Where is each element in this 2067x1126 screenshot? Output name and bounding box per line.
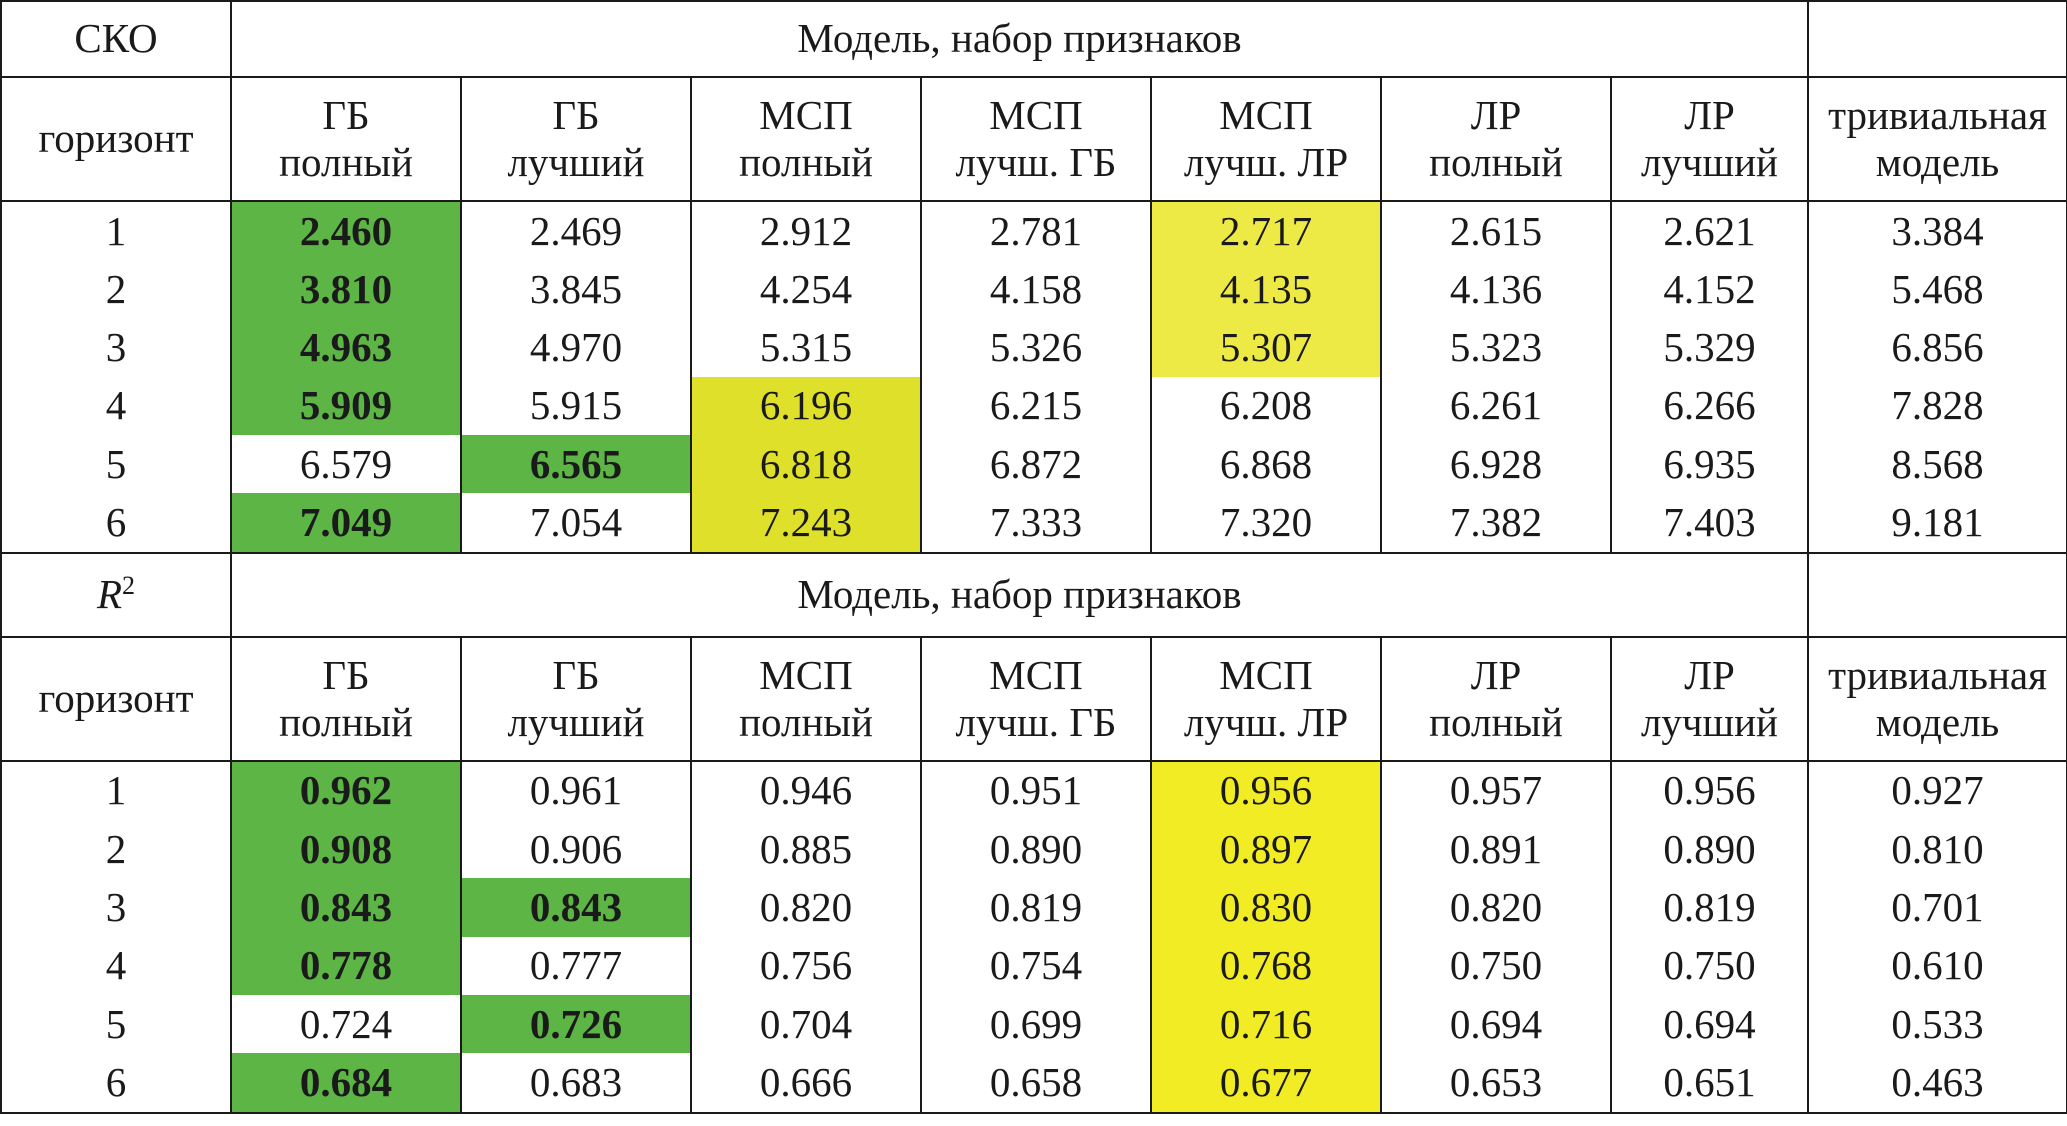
column-header: ЛР лучший [1611,77,1808,201]
rmse-metric-label: СКО [1,1,231,77]
value-cell: 6.565 [461,435,691,493]
value-cell: 0.946 [691,761,921,820]
value-cell: 0.716 [1151,995,1381,1053]
value-cell: 6.579 [231,435,461,493]
value-cell: 4.152 [1611,260,1808,318]
column-header: ГБ лучший [461,77,691,201]
value-cell: 0.704 [691,995,921,1053]
value-cell: 4.135 [1151,260,1381,318]
table-row [1,377,2067,435]
column-header: МСП полный [691,637,921,761]
rmse-metric-row [1,1,2067,77]
value-cell: 0.843 [231,878,461,936]
value-cell: 0.908 [231,820,461,878]
value-cell: 6.215 [921,377,1151,435]
column-header: МСП лучш. ГБ [921,637,1151,761]
value-cell: 0.820 [691,878,921,936]
column-header: ГБ полный [231,77,461,201]
horizon-cell: 1 [1,201,231,260]
column-header: тривиальная модель [1808,77,2067,201]
horizon-cell: 3 [1,319,231,377]
value-cell: 2.469 [461,201,691,260]
horizon-cell: 1 [1,761,231,820]
value-cell: 6.928 [1381,435,1611,493]
value-cell: 7.403 [1611,493,1808,552]
value-cell: 0.756 [691,937,921,995]
value-cell: 3.384 [1808,201,2067,260]
table-row [1,1053,2067,1112]
value-cell: 0.533 [1808,995,2067,1053]
value-cell: 6.856 [1808,319,2067,377]
value-cell: 2.621 [1611,201,1808,260]
value-cell: 0.651 [1611,1053,1808,1112]
value-cell: 0.890 [921,820,1151,878]
value-cell: 6.872 [921,435,1151,493]
value-cell: 5.307 [1151,319,1381,377]
column-header: ЛР полный [1381,77,1611,201]
value-cell: 6.935 [1611,435,1808,493]
r2-group-header: Модель, набор признаков [231,553,1808,637]
column-header: МСП полный [691,77,921,201]
horizon-cell: 6 [1,493,231,552]
value-cell: 2.615 [1381,201,1611,260]
value-cell: 8.568 [1808,435,2067,493]
value-cell: 0.653 [1381,1053,1611,1112]
value-cell: 0.694 [1381,995,1611,1053]
value-cell: 0.726 [461,995,691,1053]
value-cell: 2.781 [921,201,1151,260]
r2-group-header-empty [1808,553,2067,637]
rmse-group-header-empty [1808,1,2067,77]
horizon-cell: 5 [1,995,231,1053]
value-cell: 0.830 [1151,878,1381,936]
r2-column-header-row [1,637,2067,761]
value-cell: 5.915 [461,377,691,435]
value-cell: 0.956 [1151,761,1381,820]
value-cell: 0.699 [921,995,1151,1053]
value-cell: 0.701 [1808,878,2067,936]
column-header: ЛР полный [1381,637,1611,761]
horizon-cell: 6 [1,1053,231,1112]
value-cell: 0.891 [1381,820,1611,878]
r2-metric-label: $R^2$ [1,553,231,637]
horizon-cell: 5 [1,435,231,493]
value-cell: 9.181 [1808,493,2067,552]
value-cell: 7.243 [691,493,921,552]
value-cell: 2.717 [1151,201,1381,260]
r2-horizon-label: горизонт [1,637,231,761]
value-cell: 7.828 [1808,377,2067,435]
horizon-cell: 4 [1,377,231,435]
value-cell: 0.897 [1151,820,1381,878]
value-cell: 5.326 [921,319,1151,377]
rmse-horizon-label: горизонт [1,77,231,201]
value-cell: 6.208 [1151,377,1381,435]
value-cell: 5.323 [1381,319,1611,377]
table-row [1,820,2067,878]
value-cell: 0.683 [461,1053,691,1112]
column-header: МСП лучш. ЛР [1151,77,1381,201]
value-cell: 5.909 [231,377,461,435]
table-row [1,435,2067,493]
horizon-cell: 2 [1,820,231,878]
value-cell: 2.460 [231,201,461,260]
value-cell: 0.777 [461,937,691,995]
value-cell: 7.320 [1151,493,1381,552]
value-cell: 4.963 [231,319,461,377]
value-cell: 3.845 [461,260,691,318]
value-cell: 7.049 [231,493,461,552]
value-cell: 0.961 [461,761,691,820]
horizon-cell: 2 [1,260,231,318]
value-cell: 0.463 [1808,1053,2067,1112]
value-cell: 0.819 [1611,878,1808,936]
value-cell: 0.819 [921,878,1151,936]
value-cell: 5.468 [1808,260,2067,318]
column-header: МСП лучш. ЛР [1151,637,1381,761]
table-row [1,201,2067,260]
table-row [1,995,2067,1053]
table-row [1,878,2067,936]
column-header: МСП лучш. ГБ [921,77,1151,201]
value-cell: 0.768 [1151,937,1381,995]
value-cell: 0.750 [1611,937,1808,995]
value-cell: 0.677 [1151,1053,1381,1112]
value-cell: 0.754 [921,937,1151,995]
rmse-column-header-row [1,77,2067,201]
value-cell: 0.843 [461,878,691,936]
value-cell: 7.054 [461,493,691,552]
value-cell: 0.724 [231,995,461,1053]
value-cell: 7.382 [1381,493,1611,552]
column-header: ГБ лучший [461,637,691,761]
value-cell: 4.136 [1381,260,1611,318]
value-cell: 0.658 [921,1053,1151,1112]
value-cell: 6.818 [691,435,921,493]
table-row [1,761,2067,820]
r2-metric-row [1,553,2067,637]
value-cell: 0.885 [691,820,921,878]
table-row [1,260,2067,318]
column-header: ГБ полный [231,637,461,761]
value-cell: 0.956 [1611,761,1808,820]
value-cell: 0.694 [1611,995,1808,1053]
value-cell: 0.957 [1381,761,1611,820]
value-cell: 0.610 [1808,937,2067,995]
value-cell: 6.261 [1381,377,1611,435]
value-cell: 0.750 [1381,937,1611,995]
value-cell: 6.868 [1151,435,1381,493]
column-header: тривиальная модель [1808,637,2067,761]
table-row [1,319,2067,377]
value-cell: 0.666 [691,1053,921,1112]
value-cell: 0.962 [231,761,461,820]
rmse-group-header: Модель, набор признаков [231,1,1808,77]
horizon-cell: 3 [1,878,231,936]
value-cell: 0.684 [231,1053,461,1112]
value-cell: 4.970 [461,319,691,377]
value-cell: 6.196 [691,377,921,435]
value-cell: 0.890 [1611,820,1808,878]
horizon-cell: 4 [1,937,231,995]
table-row [1,937,2067,995]
value-cell: 6.266 [1611,377,1808,435]
value-cell: 0.906 [461,820,691,878]
column-header: ЛР лучший [1611,637,1808,761]
table-row [1,493,2067,552]
value-cell: 0.927 [1808,761,2067,820]
value-cell: 5.329 [1611,319,1808,377]
value-cell: 0.778 [231,937,461,995]
value-cell: 4.254 [691,260,921,318]
value-cell: 0.810 [1808,820,2067,878]
value-cell: 4.158 [921,260,1151,318]
value-cell: 0.951 [921,761,1151,820]
value-cell: 0.820 [1381,878,1611,936]
value-cell: 3.810 [231,260,461,318]
value-cell: 7.333 [921,493,1151,552]
value-cell: 5.315 [691,319,921,377]
value-cell: 2.912 [691,201,921,260]
